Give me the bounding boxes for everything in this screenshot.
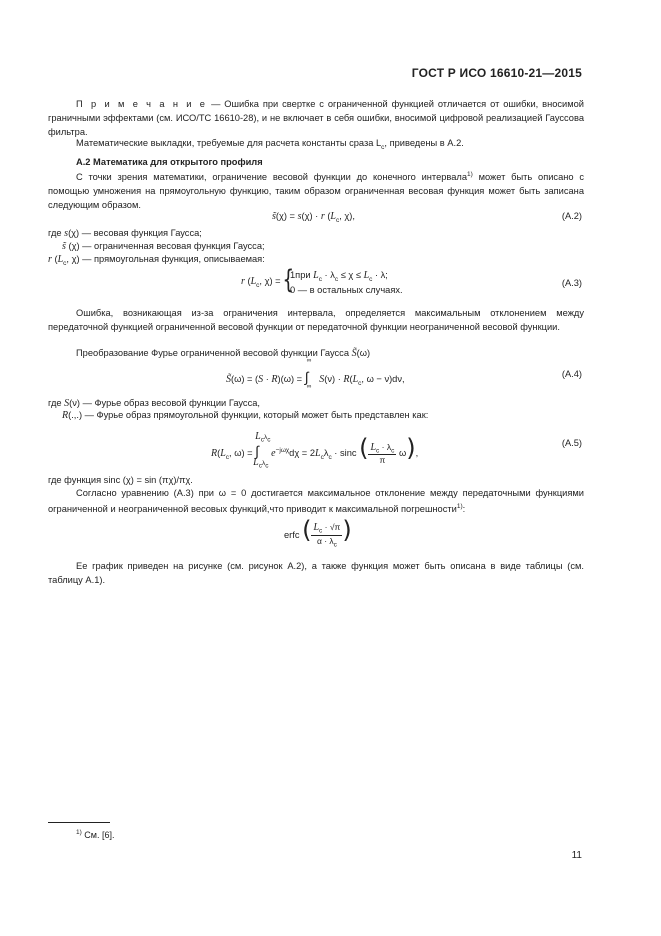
- math-paragraph: [48, 136, 584, 155]
- paragraph-1-a: С точки зрения математики, ограничение весовой функции до конечного интервала: [76, 172, 468, 183]
- math-paragraph-text: Математические выкладки, требуемые для расчета константы сраза L: [76, 138, 382, 148]
- math-paragraph-sub: c: [381, 143, 385, 151]
- paragraph-4: [48, 486, 584, 516]
- where-2-line-1: где S(ν) — Фурье образ весовой функции Гаусса,: [48, 398, 260, 409]
- note-label: П р и м е ч а н и е: [76, 99, 208, 109]
- erfc-expression: erfc ( $\frac{L_c \cdot √\pi}{\alpha \cdot \lambda_c}$ ): [284, 516, 352, 549]
- sinc-definition: где функция sinc (χ) = sin (πχ)/πχ.: [48, 475, 193, 485]
- page-number: 11: [571, 850, 582, 861]
- where-2-line-2: R(.,.) — Фурье образ прямоугольной функции, который может быть представлен как:: [62, 410, 429, 421]
- where-1-line-3: r ($L_c$, χ) — прямоугольная функция, описываемая:: [48, 254, 265, 267]
- paragraph-3-text: Преобразование Фурье ограниченной весовой функции Гаусса: [76, 348, 349, 358]
- equation-a3-number: (А.3): [561, 278, 582, 288]
- footnote-ref-2: 1): [456, 503, 463, 510]
- paragraph-3: Преобразование Фурье ограниченной весовой функции Гаусса S̃(ω): [76, 348, 371, 359]
- where-1-line-2: s̃ (χ) — ограниченная весовая функция Гаусса;: [62, 241, 265, 252]
- paragraph-5: Ее график приведен на рисунке (см. рисунок А.2), а также функция может быть описана в виде таблицы (см. таблицу А.1).: [48, 561, 584, 585]
- note-text: — Ошибка при свертке с ограниченной функцией отличается от ошибки, вносимой граничными эффектами (см. ИСО/ТС 16610-28), и не включает в себя ошибки, вносимой цифровой реализацией Гауссова фильтра.: [48, 99, 584, 137]
- equation-a3-lhs: r ($L_c$, χ) =: [241, 276, 281, 289]
- equation-a3-case-1: 1при $L_c \cdot \lambda_c \le \chi \le L_c \cdot \lambda$;: [290, 270, 388, 283]
- standard-header: ГОСТ Р ИСО 16610-21—2015: [411, 66, 582, 80]
- footnote-mark: 1): [76, 829, 82, 836]
- math-paragraph-tail: , приведены в А.2.: [384, 138, 464, 148]
- paragraph-4-b: :: [462, 504, 466, 515]
- paragraph-1: [48, 168, 584, 212]
- equation-a5-number: (А.5): [561, 438, 582, 448]
- note-paragraph: [48, 97, 584, 139]
- paragraph-2: Ошибка, возникающая из-за ограничения интервала, определяется максимальным отклонением между передаточной функцией ограниченной весовой функции от передаточной функции неограниченной весовой функции.: [48, 308, 584, 332]
- section-title: А.2 Математика для открытого профиля: [76, 157, 263, 167]
- where-1-line-1: где s(χ) — весовая функция Гаусса;: [48, 228, 202, 239]
- equation-a4-number: (А.4): [561, 369, 582, 379]
- paragraph-1-b: может быть описано с помощью умножения на прямоугольную функцию, таким образом ограниченная весовая функция может быть записана следующим образом.: [48, 172, 584, 211]
- equation-a5: $R(L_c$, ω) = $L_c\lambda_c$ ∫ $L_c\lambda_c$ $e^{-j\omega\chi}d\chi = 2L_c\lambda_c \cdot \sin c$ ( $\frac{L_c \cdot \lambda_c}{\pi}$ ω),: [211, 431, 419, 470]
- equation-a2: s̃(χ) = s(χ) · r ($L_c$, χ),: [272, 211, 355, 224]
- left-brace: {: [282, 265, 295, 295]
- paragraph-4-a: Согласно уравнению (А.3) при ω = 0 достигается максимальное отклонение между передаточными функциями ограниченной и неограниченной весовых функций,что приводит к максимальной погрешности: [48, 488, 584, 515]
- footnote-ref-1: 1): [467, 171, 473, 178]
- footnote: [76, 829, 114, 840]
- footnote-text: См. [6].: [81, 830, 115, 840]
- equation-a2-number: (А.2): [561, 211, 582, 221]
- footnote-separator: [48, 822, 110, 823]
- equation-a3-case-2: 0 — в остальных случаях.: [290, 285, 403, 295]
- equation-a4: S̃(ω) = (S · R)(ω) = ∞ ∫ ∞ $S(\nu) \cdot R(L_c$, ω − ν)dν,: [226, 357, 405, 390]
